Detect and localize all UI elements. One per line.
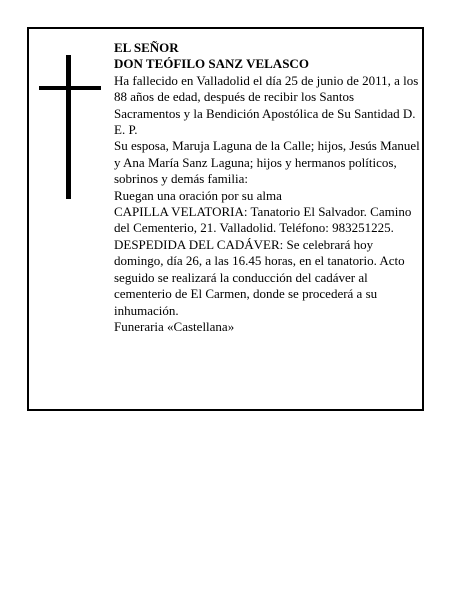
chapel-info: CAPILLA VELATORIA: Tanatorio El Salvador. Camino del Cementerio, 21. Valladolid. Teléfono: 983251225. xyxy=(114,204,412,236)
prayer-request: Ruegan una oración por su alma xyxy=(114,187,282,203)
cross-horizontal-bar xyxy=(39,86,101,90)
death-announcement: Ha fallecido en Valladolid el día 25 de junio de 2011, a los 88 años de edad, después de recibir los Santos Sacramentos y la Bendición Apostólica de Su Santidad D. E. P. xyxy=(114,72,419,138)
family-list: Su esposa, Maruja Laguna de la Calle; hijos, Jesús Manuel y Ana María Sanz Laguna; hijos y hermanos políticos, sobrinos y demás familia: xyxy=(114,138,420,187)
cross-icon xyxy=(39,55,101,199)
obituary-text xyxy=(114,40,422,335)
notice-title-line-1: EL SEÑOR xyxy=(114,40,179,55)
farewell-info: DESPEDIDA DEL CADÁVER: Se celebrará hoy domingo, día 26, a las 16.45 horas, en el tanatorio. Acto seguido se realizará la conducción del cadáver al cementerio de El Carmen, donde se procederá a su inhumación. xyxy=(114,236,405,318)
cross-vertical-bar xyxy=(66,55,71,199)
notice-title-line-2: DON TEÓFILO SANZ VELASCO xyxy=(114,56,309,72)
funeral-home: Funeraria «Castellana» xyxy=(114,318,235,334)
obituary-notice xyxy=(27,27,424,411)
